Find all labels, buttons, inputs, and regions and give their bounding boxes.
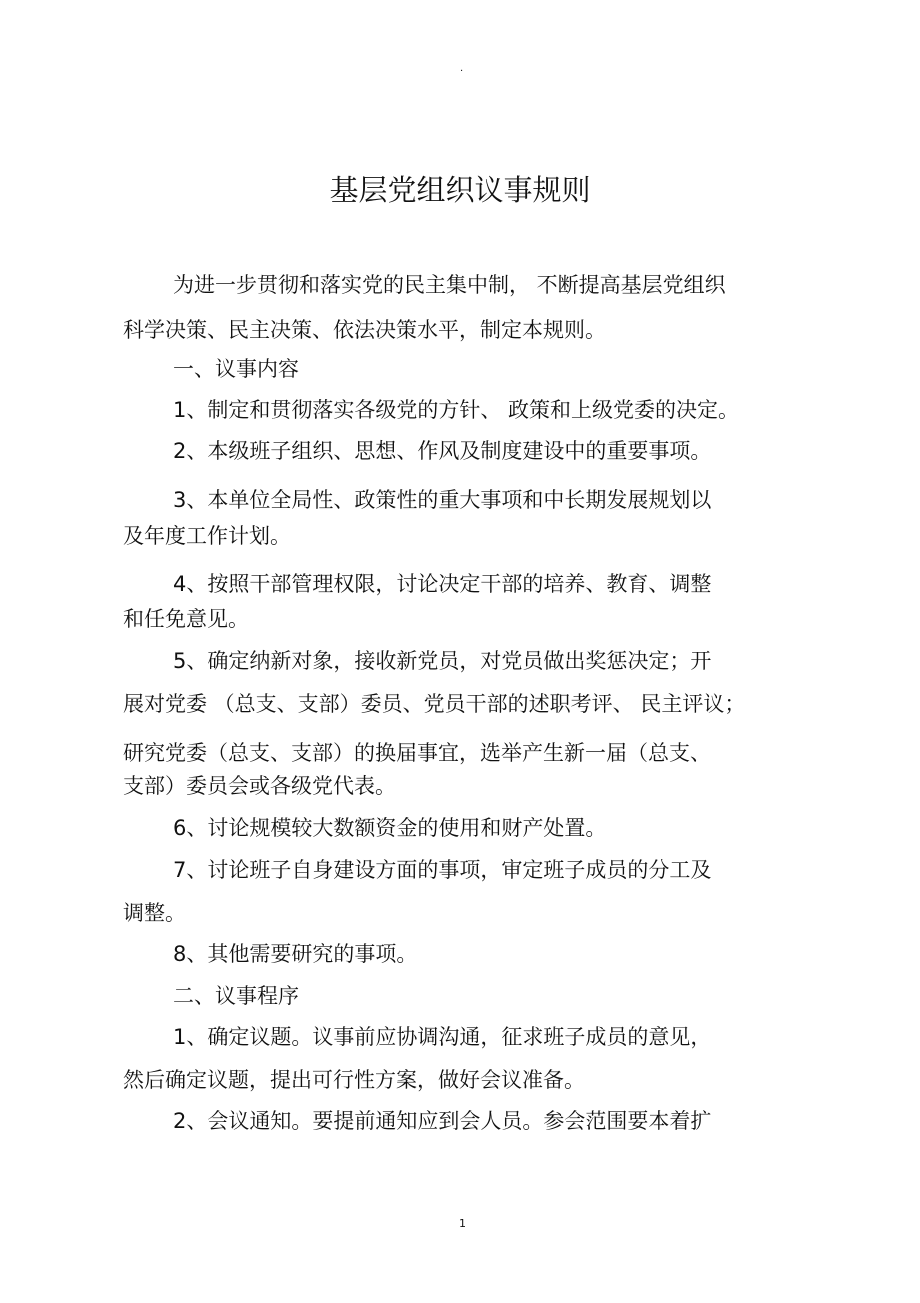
section-heading: 二、议事程序 xyxy=(173,984,299,1008)
paragraph-line: 为进一步贯彻和落实党的民主集中制， 不断提高基层党组织 xyxy=(173,273,726,297)
document-title: 基层党组织议事规则 xyxy=(329,173,591,207)
paragraph-line: 研究党委（总支、支部）的换届事宜，选举产生新一届（总支、 xyxy=(123,741,711,765)
paragraph-line: 6、讨论规模较大数额资金的使用和财产处置。 xyxy=(173,816,607,840)
paragraph-line: 1、确定议题。议事前应协调沟通，征求班子成员的意见， xyxy=(173,1025,712,1049)
paragraph-line: 展对党委 （总支、支部）委员、党员干部的述职考评、 民主评议； xyxy=(123,692,746,716)
paragraph-line: 3、本单位全局性、政策性的重大事项和中长期发展规划以 xyxy=(173,488,712,512)
paragraph-line: 2、本级班子组织、思想、作风及制度建设中的重要事项。 xyxy=(173,439,712,463)
paragraph-line: 科学决策、民主决策、依法决策水平，制定本规则。 xyxy=(123,318,606,342)
paragraph-line: 然后确定议题，提出可行性方案，做好会议准备。 xyxy=(123,1068,585,1092)
paragraph-line: 7、讨论班子自身建设方面的事项，审定班子成员的分工及 xyxy=(173,858,712,882)
paragraph-line: 及年度工作计划。 xyxy=(123,524,291,548)
paragraph-line: 8、其他需要研究的事项。 xyxy=(173,942,418,966)
paragraph-line: 和任免意见。 xyxy=(123,607,249,631)
header-dot: . xyxy=(460,63,464,74)
paragraph-line: 支部）委员会或各级党代表。 xyxy=(123,774,396,798)
page-number: 1 xyxy=(459,1217,466,1230)
paragraph-line: 1、制定和贯彻落实各级党的方针、 政策和上级党委的决定。 xyxy=(173,398,740,422)
section-heading: 一、议事内容 xyxy=(173,357,299,381)
paragraph-line: 4、按照干部管理权限，讨论决定干部的培养、教育、调整 xyxy=(173,572,712,596)
paragraph-line: 2、会议通知。要提前通知应到会人员。参会范围要本着扩 xyxy=(173,1109,712,1133)
paragraph-line: 5、确定纳新对象，接收新党员，对党员做出奖惩决定；开 xyxy=(173,649,712,673)
paragraph-line: 调整。 xyxy=(123,901,186,925)
